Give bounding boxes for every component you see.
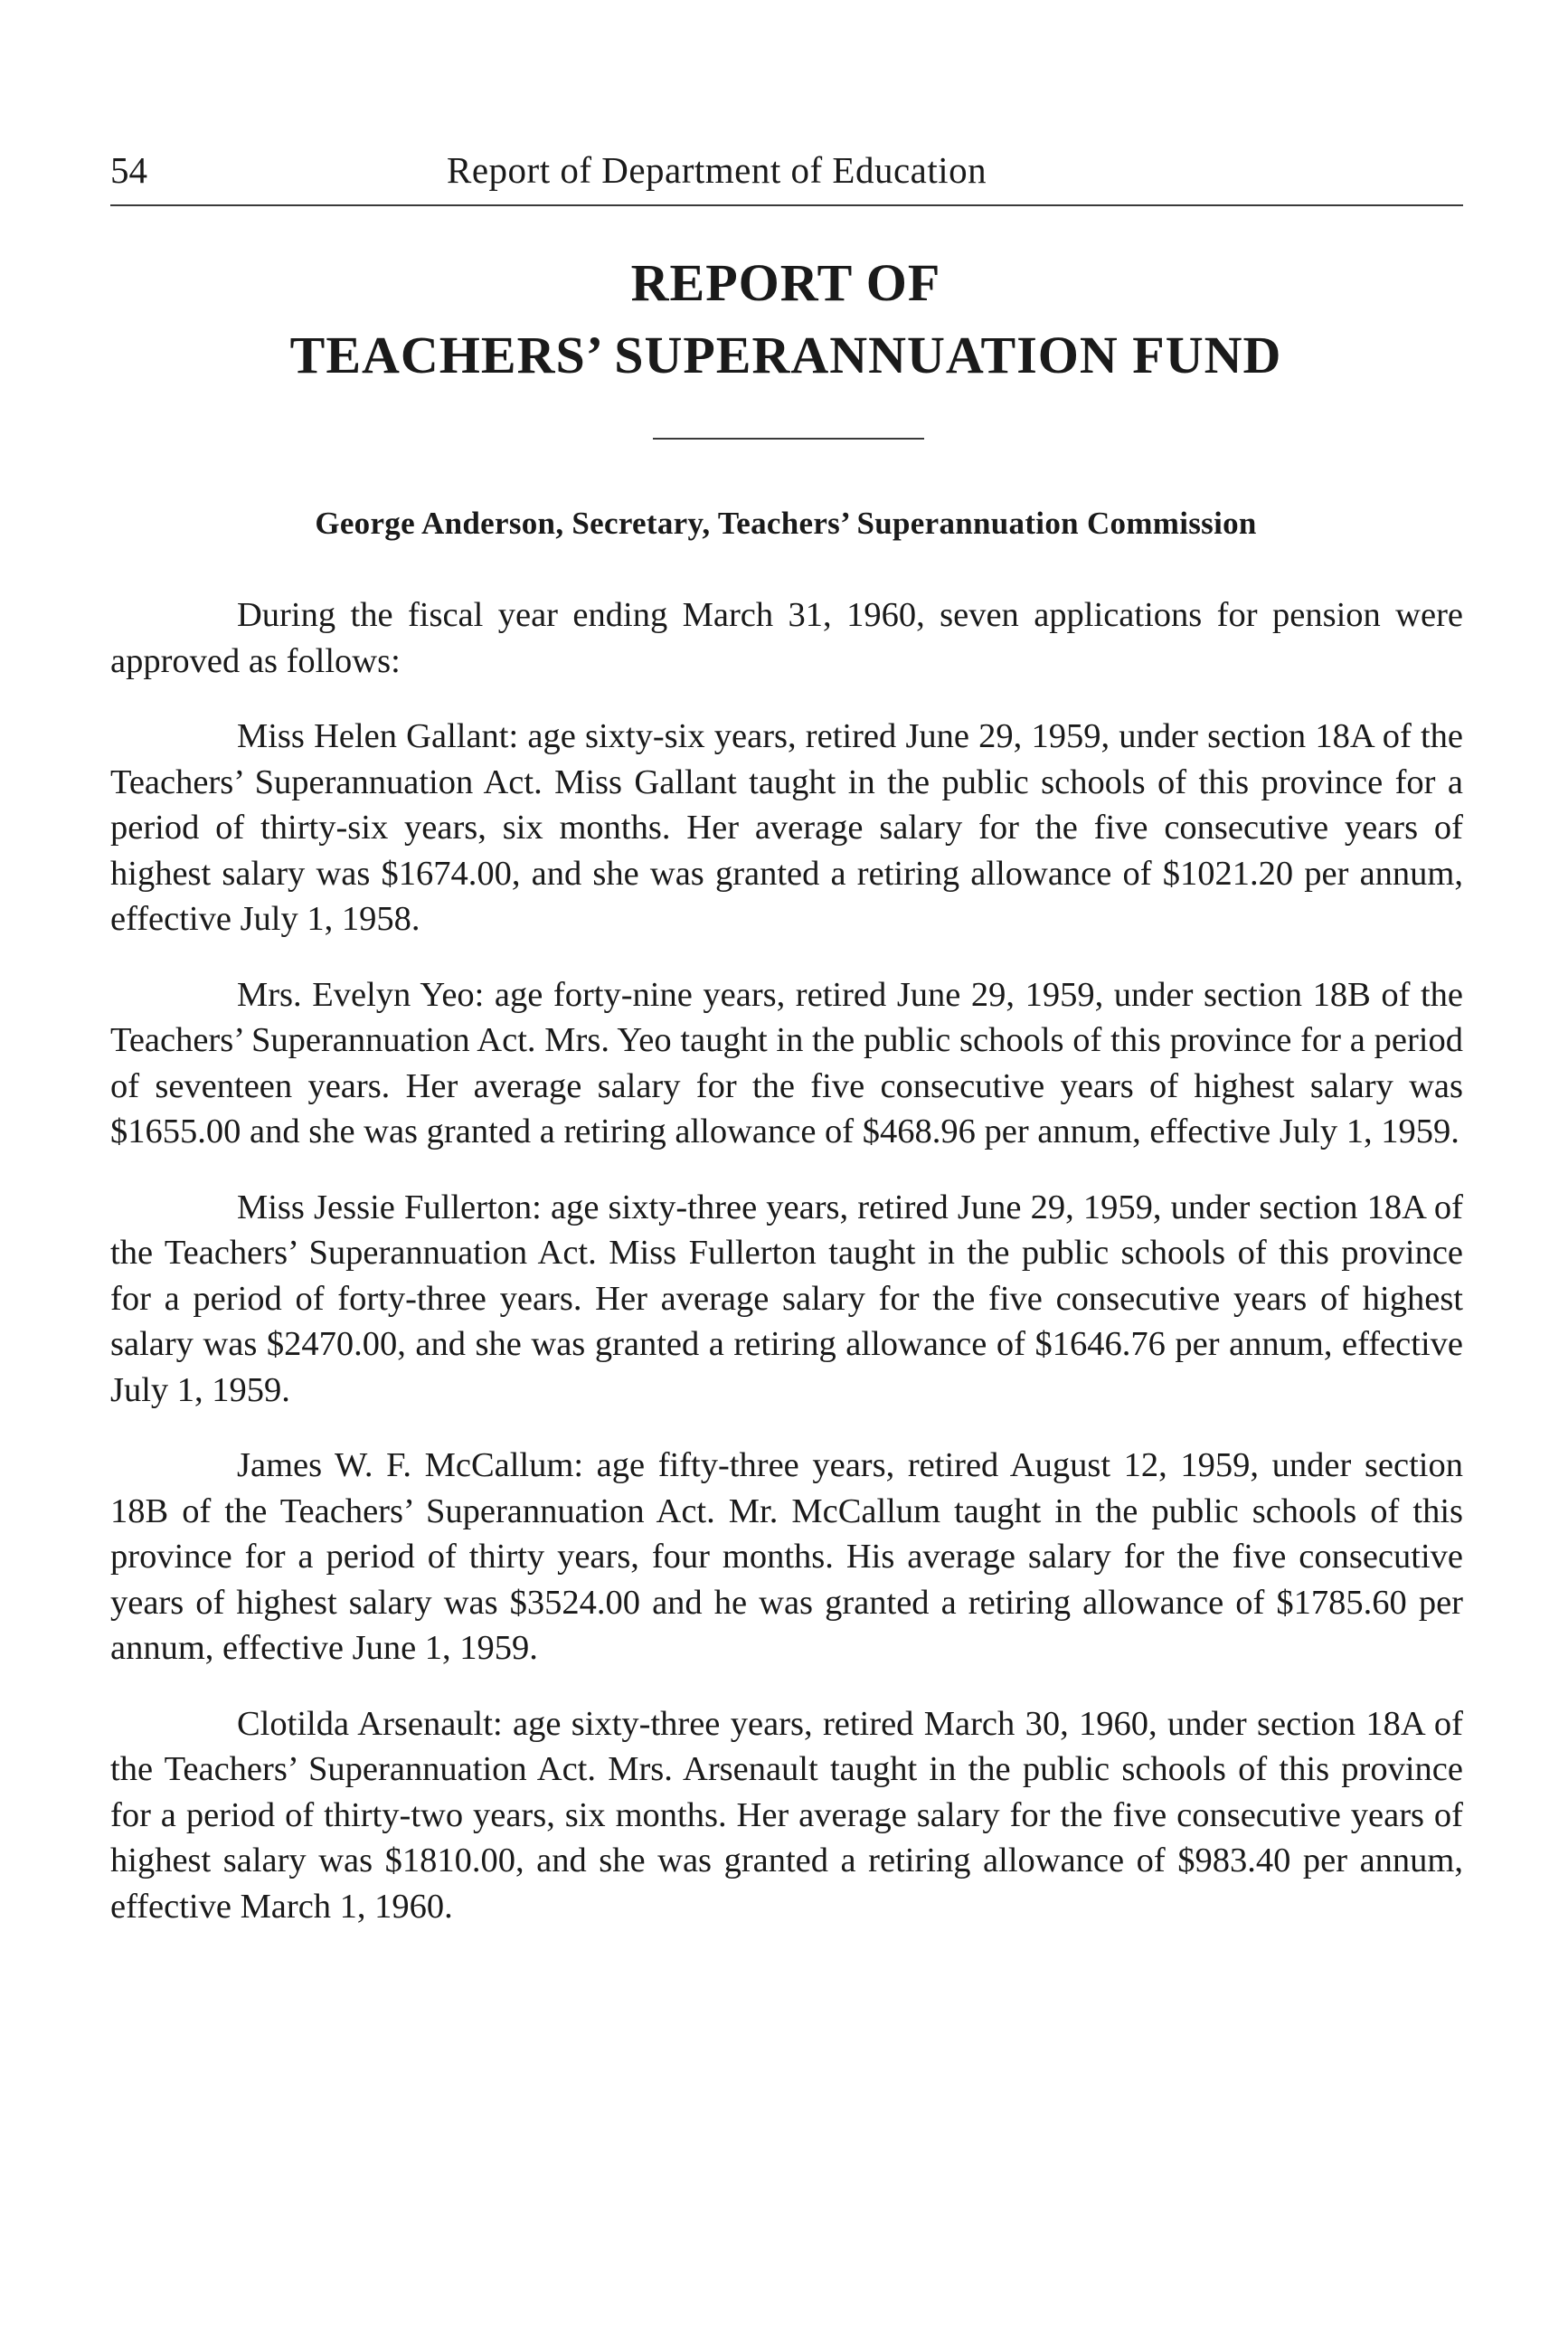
page-number: 54 (110, 149, 147, 191)
report-title-line-2: TEACHERS’ SUPERANNUATION FUND (289, 326, 1282, 384)
pension-entry-fullerton: Miss Jessie Fullerton: age sixty-three years, retired June 29, 1959, under section 18A of the Teachers’ Superannuation Act. Miss Fullerton taught in the public schools of this province for a period of forty-three years. Her average salary for the five consecutive years of highest salary was $2470.00, and she was granted a retiring allowance of $1646.76 per annum, effective July 1, 1959. (110, 1188, 1463, 1409)
body-text (110, 592, 1463, 1959)
running-head (110, 143, 1467, 197)
intro-paragraph: During the fiscal year ending March 31, 1960, seven applications for pension were approved as follows: (110, 596, 1463, 680)
header-rule (110, 204, 1463, 206)
pension-entry-arsenault: Clotilda Arsenault: age sixty-three years, retired March 30, 1960, under section 18A of the Teachers’ Superannuation Act. Mrs. Arsenault taught in the public schools of this province for a period of thirty-two years, six months. Her average salary for the five consecutive years of highest salary was $1810.00, and she was granted a retiring allowance of $983.40 per annum, effective March 1, 1960. (110, 1704, 1463, 1926)
pension-entry-mccallum: James W. F. McCallum: age fifty-three years, retired August 12, 1959, under section 18B of the Teachers’ Superannuation Act. Mr. McCallum taught in the public schools of this province for a period of thirty years, four months. His average salary for the five consecutive years of highest salary was $3524.00 and he was granted a retiring allowance of $1785.60 per annum, effective June 1, 1959. (110, 1446, 1463, 1667)
title-divider (653, 438, 924, 440)
author-byline: George Anderson, Secretary, Teachers’ Superannuation Commission (315, 506, 1257, 541)
running-title: Report of Department of Education (447, 149, 987, 191)
pension-entry-yeo: Mrs. Evelyn Yeo: age forty-nine years, retired June 29, 1959, under section 18B of the Teachers’ Superannuation Act. Mrs. Yeo taught in the public schools of this province for a period of seventeen years. Her average salary for the five consecutive years of highest salary was $1655.00 and she was granted a retiring allowance of $468.96 per annum, effective July 1, 1959. (110, 975, 1463, 1150)
pension-entry-gallant: Miss Helen Gallant: age sixty-six years, retired June 29, 1959, under section 18A of the Teachers’ Superannuation Act. Miss Gallant taught in the public schools of this province for a period of thirty-six years, six months. Her average salary for the five consecutive years of highest salary was $1674.00, and she was granted a retiring allowance of $1021.20 per annum, effective July 1, 1958. (110, 717, 1463, 938)
report-title-line-1: REPORT OF (630, 253, 941, 312)
